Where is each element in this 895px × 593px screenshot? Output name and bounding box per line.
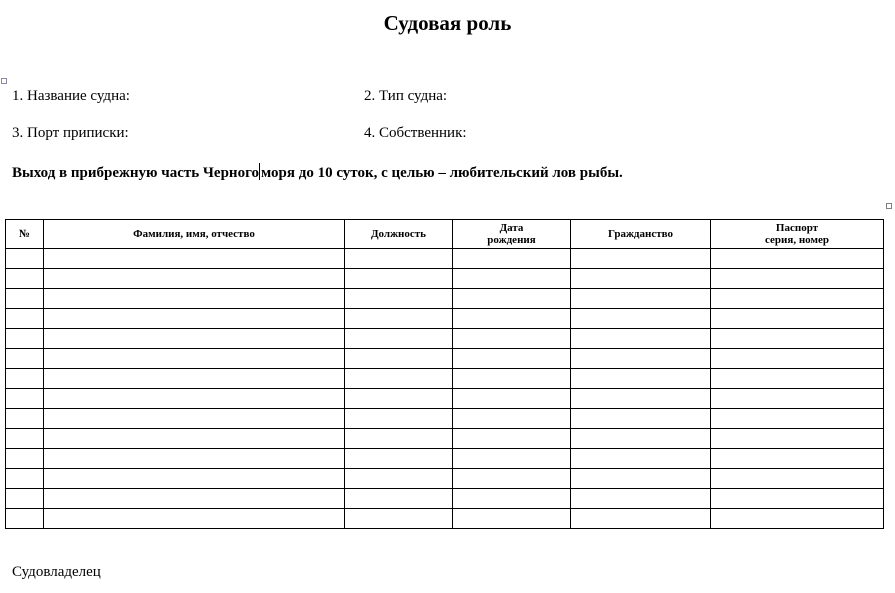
table-cell[interactable] [711, 469, 884, 489]
table-cell[interactable] [453, 289, 571, 309]
table-cell[interactable] [711, 429, 884, 449]
table-cell[interactable] [453, 369, 571, 389]
table-cell[interactable] [44, 409, 345, 429]
table-cell[interactable] [44, 509, 345, 529]
table-cell[interactable] [711, 489, 884, 509]
table-cell[interactable] [44, 369, 345, 389]
voyage-purpose-part-2: моря до 10 суток, с целью – любительский лов рыбы. [261, 165, 623, 181]
table-cell[interactable] [44, 429, 345, 449]
table-cell[interactable] [345, 269, 453, 289]
table-cell[interactable] [453, 309, 571, 329]
table-cell[interactable] [711, 289, 884, 309]
owner-label: 4. Собственник: [364, 125, 467, 141]
table-cell[interactable] [453, 449, 571, 469]
table-row [6, 249, 884, 269]
table-row [6, 409, 884, 429]
table-cell[interactable] [6, 449, 44, 469]
voyage-purpose-part-1: Выход в прибрежную часть Черного [12, 165, 260, 181]
table-cell[interactable] [345, 449, 453, 469]
table-cell[interactable] [345, 309, 453, 329]
table-cell[interactable] [453, 489, 571, 509]
table-cell[interactable] [44, 309, 345, 329]
col-passport [711, 220, 884, 249]
table-cell[interactable] [6, 389, 44, 409]
table-cell[interactable] [345, 369, 453, 389]
col-position-label: Должность [370, 228, 426, 240]
table-cell[interactable] [44, 289, 345, 309]
table-cell[interactable] [345, 409, 453, 429]
table-row [6, 269, 884, 289]
table-cell[interactable] [571, 429, 711, 449]
table-cell[interactable] [345, 389, 453, 409]
table-cell[interactable] [6, 489, 44, 509]
table-cell[interactable] [6, 249, 44, 269]
table-cell[interactable] [6, 289, 44, 309]
table-cell[interactable] [571, 269, 711, 289]
crew-table [5, 219, 884, 529]
table-cell[interactable] [44, 249, 345, 269]
voyage-purpose[interactable] [12, 163, 623, 182]
table-row [6, 509, 884, 529]
col-passport-label: Паспорт серия, номер [765, 222, 829, 246]
text-cursor [259, 163, 260, 180]
table-cell[interactable] [453, 349, 571, 369]
table-cell[interactable] [711, 269, 884, 289]
table-cell[interactable] [44, 469, 345, 489]
table-cell[interactable] [6, 409, 44, 429]
table-cell[interactable] [571, 369, 711, 389]
table-move-handle-icon[interactable] [1, 78, 7, 84]
table-cell[interactable] [453, 509, 571, 529]
col-full-name-label: Фамилия, имя, отчество [133, 228, 255, 240]
table-cell[interactable] [44, 269, 345, 289]
col-birth-date [453, 220, 571, 249]
table-row [6, 389, 884, 409]
table-cell[interactable] [345, 349, 453, 369]
col-full-name [44, 220, 345, 249]
table-cell[interactable] [453, 269, 571, 289]
table-row [6, 349, 884, 369]
col-number [6, 220, 44, 249]
table-cell[interactable] [571, 349, 711, 369]
table-cell[interactable] [345, 469, 453, 489]
table-cell[interactable] [6, 329, 44, 349]
col-birth-date-label: Дата рождения [487, 222, 536, 246]
table-row [6, 469, 884, 489]
table-cell[interactable] [453, 329, 571, 349]
table-cell[interactable] [345, 249, 453, 269]
ship-type-label: 2. Тип судна: [364, 88, 448, 104]
table-cell[interactable] [6, 369, 44, 389]
table-cell[interactable] [571, 469, 711, 489]
table-cell[interactable] [44, 389, 345, 409]
table-cell[interactable] [571, 389, 711, 409]
table-row [6, 309, 884, 329]
table-cell[interactable] [345, 489, 453, 509]
shipowner-signature-label: Судовладелец [12, 564, 101, 580]
col-position [345, 220, 453, 249]
table-cell[interactable] [6, 269, 44, 289]
table-row [6, 489, 884, 509]
table-cell[interactable] [6, 309, 44, 329]
table-row [6, 429, 884, 449]
table-cell[interactable] [571, 329, 711, 349]
table-cell[interactable] [711, 349, 884, 369]
table-cell[interactable] [453, 249, 571, 269]
table-cell[interactable] [571, 489, 711, 509]
table-cell[interactable] [571, 409, 711, 429]
col-citizenship [571, 220, 711, 249]
table-cell[interactable] [711, 449, 884, 469]
table-cell[interactable] [44, 329, 345, 349]
crew-table-body [6, 249, 884, 529]
table-cell[interactable] [6, 429, 44, 449]
table-row [6, 369, 884, 389]
table-cell[interactable] [571, 249, 711, 269]
table-cell[interactable] [345, 289, 453, 309]
table-cell[interactable] [711, 249, 884, 269]
table-cell[interactable] [711, 409, 884, 429]
home-port-label: 3. Порт приписки: [12, 125, 129, 141]
table-cell[interactable] [711, 369, 884, 389]
table-header-row [6, 220, 884, 249]
table-cell[interactable] [571, 309, 711, 329]
table-cell[interactable] [345, 509, 453, 529]
table-cell[interactable] [571, 449, 711, 469]
table-cell[interactable] [44, 349, 345, 369]
table-cell[interactable] [571, 289, 711, 309]
table-row [6, 289, 884, 309]
table-cell[interactable] [711, 309, 884, 329]
col-number-label: № [18, 228, 31, 240]
table-row [6, 449, 884, 469]
table-cell[interactable] [6, 349, 44, 369]
table-cell[interactable] [6, 469, 44, 489]
table-cell[interactable] [453, 409, 571, 429]
document-title: Судовая роль [383, 11, 512, 35]
table-row [6, 329, 884, 349]
table-cell[interactable] [453, 469, 571, 489]
table-cell[interactable] [453, 389, 571, 409]
ship-name-label: 1. Название судна: [12, 88, 130, 104]
table-cell[interactable] [44, 449, 345, 469]
table-cell[interactable] [453, 429, 571, 449]
table-cell[interactable] [711, 389, 884, 409]
table-cell[interactable] [711, 509, 884, 529]
table-resize-handle-icon[interactable] [886, 203, 892, 209]
table-cell[interactable] [711, 329, 884, 349]
table-cell[interactable] [345, 429, 453, 449]
col-citizenship-label: Гражданство [608, 228, 673, 240]
table-cell[interactable] [44, 489, 345, 509]
table-cell[interactable] [345, 329, 453, 349]
table-cell[interactable] [6, 509, 44, 529]
table-cell[interactable] [571, 509, 711, 529]
